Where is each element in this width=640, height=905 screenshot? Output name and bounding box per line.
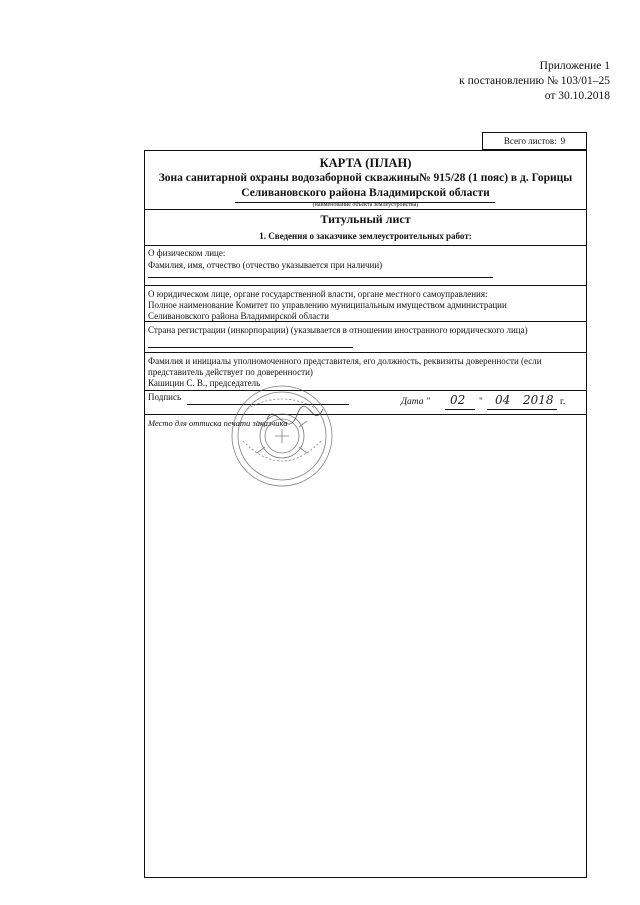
date-label: Дата " <box>401 397 430 407</box>
representative-label-line-2: представитель действует по доверенности) <box>148 367 313 377</box>
date-suffix: г. <box>560 397 566 407</box>
legal-entity-name-line-2: Селивановского района Владимирской области <box>148 311 330 321</box>
appendix-line-2: к постановлению № 103/01–25 <box>459 75 610 87</box>
representative-label-line-1: Фамилия и инициалы уполномоченного представителя, его должность, реквизиты доверенности (если <box>148 356 542 366</box>
individual-label: О физическом лице: <box>148 248 226 258</box>
appendix-line-3: от 30.10.2018 <box>544 90 610 102</box>
date-quote: " <box>479 397 483 407</box>
legal-entity-label: О юридическом лице, органе государственной власти, органе местного самоуправления: <box>148 289 488 299</box>
date-day-line <box>445 409 475 410</box>
divider <box>145 209 586 210</box>
divider <box>145 321 586 322</box>
representative-value: Кашицин С. В., председатель <box>148 378 261 388</box>
date-day: 02 <box>450 393 466 407</box>
individual-name-label: Фамилия, имя, отчество (отчество указывается при наличии) <box>148 260 383 270</box>
date-year-line <box>517 409 557 410</box>
legal-entity-name-line-1: Полное наименование Комитет по управлению муниципальным имуществом администрации <box>148 300 507 310</box>
date-label-text: Дата <box>401 397 424 407</box>
official-stamp-seal <box>227 381 337 491</box>
divider <box>145 352 586 353</box>
appendix-header <box>459 59 610 104</box>
divider <box>145 245 586 246</box>
divider <box>145 414 586 415</box>
stamp-place-label: Место для оттиска печати заказчика <box>148 418 288 428</box>
divider <box>145 390 586 391</box>
object-name-caption: (наименование объекта землеустройства) <box>312 202 419 208</box>
signature-label: Подпись <box>148 392 182 402</box>
section-1-heading: 1. Сведения о заказчике землеустроительных работ: <box>259 231 472 241</box>
date-month: 04 <box>495 393 511 407</box>
date-year: 2018 <box>523 393 554 407</box>
object-name-line-1: Зона санитарной охраны водозаборной скважины№ 915/28 (1 пояс) в д. Горицы <box>158 172 573 184</box>
divider <box>145 285 586 286</box>
country-label: Страна регистрации (инкорпорации) (указывается в отношении иностранного юридического лица) <box>148 325 528 335</box>
object-name-line-2: Селивановского района Владимирской области <box>241 187 490 199</box>
map-title: КАРТА (ПЛАН) <box>319 156 412 170</box>
title-page-heading: Титульный лист <box>320 212 411 226</box>
country-line <box>148 347 353 348</box>
sheets-count-label: Всего листов: <box>503 136 557 146</box>
individual-name-line <box>148 277 493 278</box>
document-frame <box>144 150 587 878</box>
appendix-line-1: Приложение 1 <box>539 60 610 72</box>
sheets-count-value: 9 <box>560 136 566 146</box>
sheets-count-box <box>482 132 587 150</box>
